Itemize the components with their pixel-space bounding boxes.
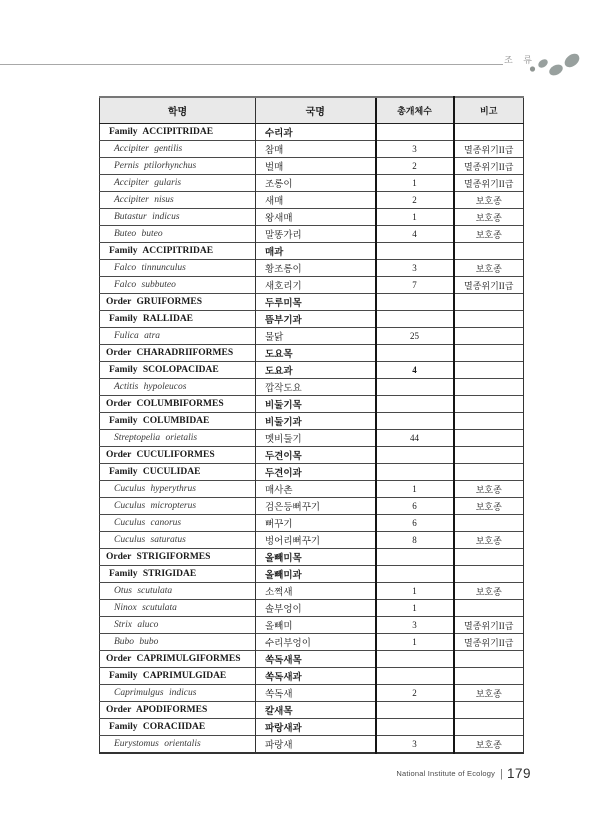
table-row: [100, 583, 524, 600]
korean-name-cell: 검은등뻐꾸기: [256, 498, 376, 515]
table-row: [100, 430, 524, 447]
korean-name-cell: 파랑새과: [256, 719, 376, 736]
scientific-name-cell: Family ACCIPITRIDAE: [100, 243, 256, 260]
table-header-row: [100, 97, 524, 124]
korean-name-cell: 벙어리뻐꾸기: [256, 532, 376, 549]
scientific-name-cell: Accipiter nisus: [100, 192, 256, 209]
korean-name-cell: 올빼미: [256, 617, 376, 634]
remarks-cell: [454, 651, 524, 668]
table-row: [100, 243, 524, 260]
table-row: [100, 294, 524, 311]
korean-name-cell: 물닭: [256, 328, 376, 345]
korean-name-cell: 멧비둘기: [256, 430, 376, 447]
scientific-name-cell: Cuculus micropterus: [100, 498, 256, 515]
table-row: [100, 209, 524, 226]
korean-name-cell: 올빼미목: [256, 549, 376, 566]
scientific-name-cell: Falco tinnunculus: [100, 260, 256, 277]
count-cell: 4: [376, 226, 454, 243]
remarks-cell: [454, 566, 524, 583]
remarks-cell: [454, 430, 524, 447]
table-row: [100, 141, 524, 158]
korean-name-cell: 뻐꾸기: [256, 515, 376, 532]
remarks-cell: 멸종위기II급: [454, 634, 524, 651]
scientific-name-cell: Bubo bubo: [100, 634, 256, 651]
count-cell: [376, 243, 454, 260]
table-row: [100, 532, 524, 549]
table-row: [100, 396, 524, 413]
korean-name-cell: 새호리기: [256, 277, 376, 294]
table-row: [100, 481, 524, 498]
remarks-cell: [454, 311, 524, 328]
count-cell: [376, 719, 454, 736]
count-cell: 4: [376, 362, 454, 379]
remarks-cell: 보호종: [454, 209, 524, 226]
scientific-name-cell: Family SCOLOPACIDAE: [100, 362, 256, 379]
scientific-name-cell: Cuculus saturatus: [100, 532, 256, 549]
footer-divider: |: [500, 767, 503, 780]
count-cell: 1: [376, 175, 454, 192]
korean-name-cell: 비둘기과: [256, 413, 376, 430]
korean-name-cell: 말똥가리: [256, 226, 376, 243]
count-cell: 25: [376, 328, 454, 345]
korean-name-cell: 소쩍새: [256, 583, 376, 600]
korean-name-cell: 참매: [256, 141, 376, 158]
table-row: [100, 379, 524, 396]
korean-name-cell: 수리부엉이: [256, 634, 376, 651]
korean-name-cell: 벌매: [256, 158, 376, 175]
table-row: [100, 736, 524, 754]
remarks-cell: [454, 124, 524, 141]
count-cell: [376, 345, 454, 362]
korean-name-cell: 비둘기목: [256, 396, 376, 413]
count-cell: 1: [376, 600, 454, 617]
scientific-name-cell: Order APODIFORMES: [100, 702, 256, 719]
remarks-cell: [454, 396, 524, 413]
table-row: [100, 311, 524, 328]
column-header-remarks: 비고: [454, 97, 524, 124]
remarks-cell: 멸종위기II급: [454, 141, 524, 158]
korean-name-cell: 깝작도요: [256, 379, 376, 396]
scientific-name-cell: Otus scutulata: [100, 583, 256, 600]
remarks-cell: 멸종위기II급: [454, 277, 524, 294]
korean-name-cell: 쏙독새: [256, 685, 376, 702]
remarks-cell: 멸종위기II급: [454, 617, 524, 634]
count-cell: 2: [376, 192, 454, 209]
table-row: [100, 600, 524, 617]
korean-name-cell: 왕새매: [256, 209, 376, 226]
table-row: [100, 498, 524, 515]
column-header-korean-name: 국명: [256, 97, 376, 124]
korean-name-cell: 파랑새: [256, 736, 376, 754]
remarks-cell: [454, 702, 524, 719]
scientific-name-cell: Cuculus canorus: [100, 515, 256, 532]
count-cell: [376, 651, 454, 668]
count-cell: [376, 311, 454, 328]
scientific-name-cell: Fulica atra: [100, 328, 256, 345]
count-cell: 1: [376, 634, 454, 651]
count-cell: [376, 413, 454, 430]
count-cell: 2: [376, 685, 454, 702]
page-number: 179: [506, 766, 531, 781]
scientific-name-cell: Buteo buteo: [100, 226, 256, 243]
count-cell: 1: [376, 481, 454, 498]
scientific-name-cell: Strix aluco: [100, 617, 256, 634]
korean-name-cell: 새매: [256, 192, 376, 209]
count-cell: 3: [376, 736, 454, 754]
table-row: [100, 447, 524, 464]
scientific-name-cell: Order CUCULIFORMES: [100, 447, 256, 464]
remarks-cell: 보호종: [454, 532, 524, 549]
table-row: [100, 277, 524, 294]
remarks-cell: [454, 243, 524, 260]
scientific-name-cell: Accipiter gentilis: [100, 141, 256, 158]
korean-name-cell: 매과: [256, 243, 376, 260]
count-cell: 3: [376, 141, 454, 158]
korean-name-cell: 올빼미과: [256, 566, 376, 583]
remarks-cell: [454, 294, 524, 311]
section-label: 조 류: [504, 55, 536, 65]
table-row: [100, 362, 524, 379]
institute-name: National Institute of Ecology: [396, 769, 496, 778]
remarks-cell: [454, 447, 524, 464]
table-row: [100, 515, 524, 532]
table-row: [100, 549, 524, 566]
table-row: [100, 668, 524, 685]
korean-name-cell: 수리과: [256, 124, 376, 141]
remarks-cell: 보호종: [454, 685, 524, 702]
table-row: [100, 685, 524, 702]
remarks-cell: [454, 413, 524, 430]
count-cell: [376, 702, 454, 719]
remarks-cell: 보호종: [454, 583, 524, 600]
remarks-cell: [454, 515, 524, 532]
scientific-name-cell: Ninox scutulata: [100, 600, 256, 617]
species-table: [99, 96, 524, 754]
korean-name-cell: 쏙독새목: [256, 651, 376, 668]
scientific-name-cell: Family CORACIIDAE: [100, 719, 256, 736]
remarks-cell: [454, 668, 524, 685]
table-row: [100, 175, 524, 192]
remarks-cell: 보호종: [454, 736, 524, 754]
header-rule: [0, 64, 503, 65]
korean-name-cell: 두견이목: [256, 447, 376, 464]
count-cell: [376, 566, 454, 583]
count-cell: 6: [376, 498, 454, 515]
remarks-cell: [454, 600, 524, 617]
scientific-name-cell: Family CUCULIDAE: [100, 464, 256, 481]
table-row: [100, 158, 524, 175]
count-cell: 1: [376, 209, 454, 226]
table-row: [100, 634, 524, 651]
remarks-cell: [454, 328, 524, 345]
remarks-cell: [454, 345, 524, 362]
species-table-body: [100, 124, 524, 754]
count-cell: 1: [376, 583, 454, 600]
column-header-scientific-name: 학명: [100, 97, 256, 124]
remarks-cell: 보호종: [454, 226, 524, 243]
page-footer: [396, 766, 531, 781]
count-cell: [376, 124, 454, 141]
remarks-cell: 멸종위기II급: [454, 175, 524, 192]
count-cell: 7: [376, 277, 454, 294]
remarks-cell: 보호종: [454, 260, 524, 277]
table-row: [100, 702, 524, 719]
remarks-cell: 멸종위기II급: [454, 158, 524, 175]
leaf-decoration-icon: [528, 52, 582, 80]
count-cell: [376, 294, 454, 311]
count-cell: [376, 379, 454, 396]
table-row: [100, 260, 524, 277]
scientific-name-cell: Accipiter gularis: [100, 175, 256, 192]
count-cell: 6: [376, 515, 454, 532]
table-row: [100, 617, 524, 634]
table-row: [100, 124, 524, 141]
korean-name-cell: 황조롱이: [256, 260, 376, 277]
korean-name-cell: 매사촌: [256, 481, 376, 498]
korean-name-cell: 뜸부기과: [256, 311, 376, 328]
scientific-name-cell: Eurystomus orientalis: [100, 736, 256, 754]
korean-name-cell: 칼새목: [256, 702, 376, 719]
scientific-name-cell: Family CAPRIMULGIDAE: [100, 668, 256, 685]
remarks-cell: [454, 464, 524, 481]
scientific-name-cell: Family RALLIDAE: [100, 311, 256, 328]
remarks-cell: [454, 379, 524, 396]
count-cell: 3: [376, 260, 454, 277]
scientific-name-cell: Order STRIGIFORMES: [100, 549, 256, 566]
remarks-cell: 보호종: [454, 498, 524, 515]
scientific-name-cell: Order GRUIFORMES: [100, 294, 256, 311]
korean-name-cell: 도요목: [256, 345, 376, 362]
korean-name-cell: 솔부엉이: [256, 600, 376, 617]
count-cell: 3: [376, 617, 454, 634]
count-cell: [376, 464, 454, 481]
scientific-name-cell: Family COLUMBIDAE: [100, 413, 256, 430]
remarks-cell: [454, 549, 524, 566]
scientific-name-cell: Pernis ptilorhynchus: [100, 158, 256, 175]
korean-name-cell: 도요과: [256, 362, 376, 379]
scientific-name-cell: Actitis hypoleucos: [100, 379, 256, 396]
table-row: [100, 226, 524, 243]
korean-name-cell: 쏙독새과: [256, 668, 376, 685]
scientific-name-cell: Order CAPRIMULGIFORMES: [100, 651, 256, 668]
scientific-name-cell: Streptopelia orietalis: [100, 430, 256, 447]
count-cell: 2: [376, 158, 454, 175]
table-row: [100, 345, 524, 362]
scientific-name-cell: Order CHARADRIIFORMES: [100, 345, 256, 362]
scientific-name-cell: Order COLUMBIFORMES: [100, 396, 256, 413]
table-row: [100, 464, 524, 481]
column-header-total-count: 총개체수: [376, 97, 454, 124]
count-cell: [376, 549, 454, 566]
table-row: [100, 192, 524, 209]
table-row: [100, 651, 524, 668]
remarks-cell: 보호종: [454, 192, 524, 209]
scientific-name-cell: Family STRIGIDAE: [100, 566, 256, 583]
count-cell: [376, 447, 454, 464]
scientific-name-cell: Family ACCIPITRIDAE: [100, 124, 256, 141]
table-row: [100, 566, 524, 583]
korean-name-cell: 조롱이: [256, 175, 376, 192]
scientific-name-cell: Butastur indicus: [100, 209, 256, 226]
table-row: [100, 328, 524, 345]
korean-name-cell: 두견이과: [256, 464, 376, 481]
remarks-cell: 보호종: [454, 481, 524, 498]
remarks-cell: [454, 362, 524, 379]
remarks-cell: [454, 719, 524, 736]
scientific-name-cell: Falco subbuteo: [100, 277, 256, 294]
count-cell: [376, 396, 454, 413]
korean-name-cell: 두루미목: [256, 294, 376, 311]
scientific-name-cell: Cuculus hyperythrus: [100, 481, 256, 498]
table-row: [100, 413, 524, 430]
table-row: [100, 719, 524, 736]
count-cell: 44: [376, 430, 454, 447]
scientific-name-cell: Caprimulgus indicus: [100, 685, 256, 702]
count-cell: [376, 668, 454, 685]
count-cell: 8: [376, 532, 454, 549]
